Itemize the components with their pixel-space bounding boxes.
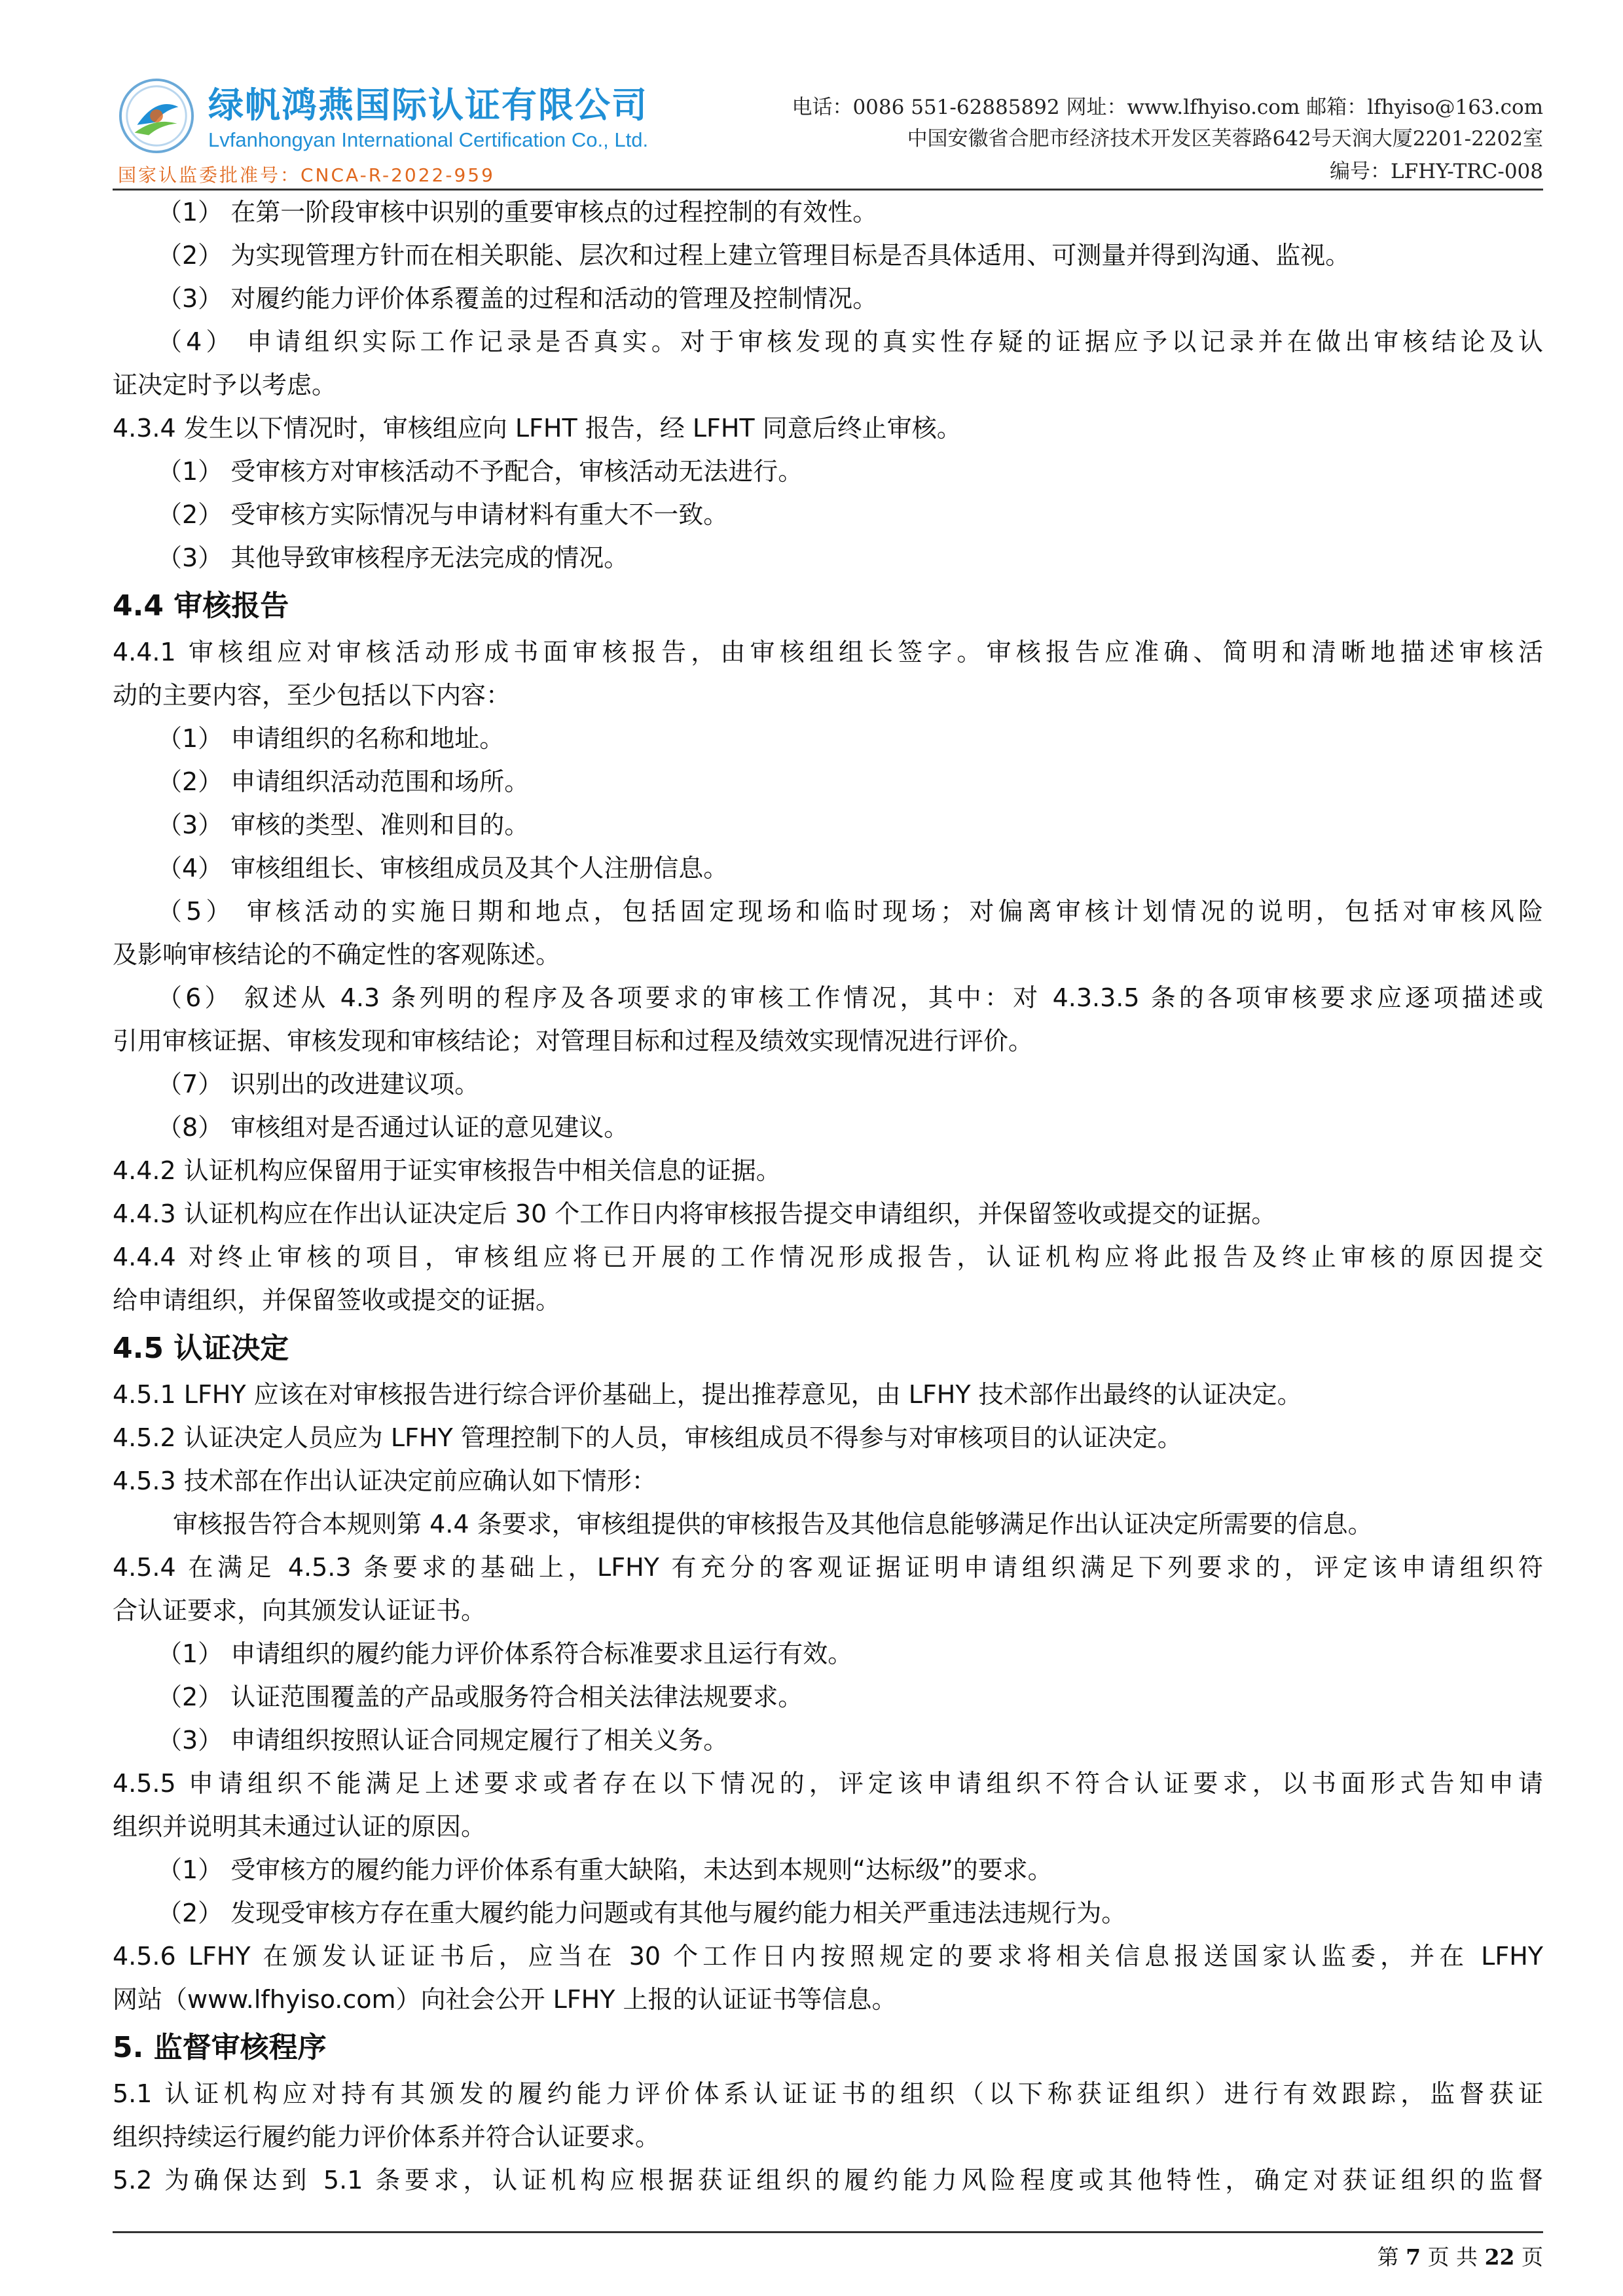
- section-heading-4-5: 4.5 认证决定: [113, 1332, 289, 1365]
- clause-5-2: 5.2 为确保达到 5.1 条要求，认证机构应根据获证组织的履约能力风险程度或其他特性，确定对获证组织的监督: [113, 2166, 1543, 2195]
- paragraph-line: 及影响审核结论的不确定性的客观陈述。: [113, 940, 561, 969]
- paragraph-line: 证决定时予以考虑。: [113, 371, 337, 399]
- company-address: 中国安徽省合肥市经济技术开发区芙蓉路642号天润大厦2201-2202室: [907, 127, 1543, 151]
- list-item: （1） 在第一阶段审核中识别的重要审核点的过程控制的有效性。: [157, 198, 878, 227]
- list-item: （4） 审核组组长、审核组成员及其个人注册信息。: [157, 854, 729, 883]
- document-number: 编号：LFHY-TRC-008: [1330, 160, 1543, 183]
- list-item: （3） 申请组织按照认证合同规定履行了相关义务。: [157, 1726, 729, 1755]
- clause-4-4-3: 4.4.3 认证机构应在作出认证决定后 30 个工作日内将审核报告提交申请组织，并保留签收或提交的证据。: [113, 1199, 1277, 1228]
- section-heading-5: 5. 监督审核程序: [113, 2031, 327, 2064]
- clause-5-1: 5.1 认证机构应对持有其颁发的履约能力评价体系认证证书的组织（以下称获证组织）进行有效跟踪，监督获证: [113, 2079, 1543, 2108]
- page-prefix: 第: [1377, 2244, 1399, 2270]
- list-item: （2） 申请组织活动范围和场所。: [157, 767, 530, 796]
- approval-number: 国家认监委批准号：CNCA-R-2022-959: [118, 164, 495, 186]
- list-item: （3） 审核的类型、准则和目的。: [157, 811, 530, 839]
- company-logo-emblem-icon: [118, 77, 195, 155]
- clause-4-4-4: 4.4.4 对终止审核的项目，审核组应将已开展的工作情况形成报告，认证机构应将此报告及终止审核的原因提交: [113, 1243, 1543, 1271]
- list-item: （7） 识别出的改进建议项。: [157, 1070, 480, 1099]
- section-heading-4-4: 4.4 审核报告: [113, 589, 289, 623]
- list-item: （1） 申请组织的名称和地址。: [157, 724, 505, 753]
- clause-4-4-1: 4.4.1 审核组应对审核活动形成书面审核报告，由审核组组长签字。审核报告应准确、简明和清晰地描述审核活: [113, 638, 1543, 666]
- list-item: （3） 对履约能力评价体系覆盖的过程和活动的管理及控制情况。: [157, 284, 878, 313]
- page-total: 22: [1484, 2244, 1515, 2270]
- clause-4-5-1: 4.5.1 LFHY 应该在对审核报告进行综合评价基础上，提出推荐意见，由 LFHY 技术部作出最终的认证决定。: [113, 1380, 1302, 1409]
- clause-4-3-4: 4.3.4 发生以下情况时，审核组应向 LFHT 报告，经 LFHT 同意后终止审核。: [113, 414, 962, 443]
- list-item: （3） 其他导致审核程序无法完成的情况。: [157, 543, 629, 572]
- list-item: （5） 审核活动的实施日期和地点，包括固定现场和临时现场；对偏离审核计划情况的说明，包括对审核风险: [157, 897, 1543, 926]
- header-divider: [113, 189, 1543, 191]
- clause-4-5-4: 4.5.4 在满足 4.5.3 条要求的基础上，LFHY 有充分的客观证据证明申请组织满足下列要求的，评定该申请组织符: [113, 1553, 1543, 1582]
- page-current: 7: [1406, 2244, 1421, 2270]
- page-mid: 页 共: [1427, 2244, 1478, 2270]
- clause-4-5-5: 4.5.5 申请组织不能满足上述要求或者存在以下情况的，评定该申请组织不符合认证要求，以书面形式告知申请: [113, 1769, 1543, 1798]
- clause-4-5-6: 4.5.6 LFHY 在颁发认证证书后，应当在 30 个工作日内按照规定的要求将相关信息报送国家认监委，并在 LFHY: [113, 1942, 1543, 1971]
- list-item: （2） 认证范围覆盖的产品或服务符合相关法律法规要求。: [157, 1683, 803, 1711]
- clause-4-5-2: 4.5.2 认证决定人员应为 LFHY 管理控制下的人员，审核组成员不得参与对审核项目的认证决定。: [113, 1423, 1182, 1452]
- paragraph-line: 组织持续运行履约能力评价体系并符合认证要求。: [113, 2123, 661, 2151]
- list-item: （4） 申请组织实际工作记录是否真实。对于审核发现的真实性存疑的证据应予以记录并在做出审核结论及认: [157, 327, 1543, 356]
- paragraph-line: 给申请组织，并保留签收或提交的证据。: [113, 1286, 561, 1315]
- list-item: （2） 发现受审核方存在重大履约能力问题或有其他与履约能力相关严重违法违规行为。: [157, 1899, 1127, 1927]
- list-item: （2） 为实现管理方针而在相关职能、层次和过程上建立管理目标是否具体适用、可测量并得到沟通、监视。: [157, 241, 1351, 270]
- list-item: （1） 受审核方的履约能力评价体系有重大缺陷，未达到本规则“达标级”的要求。: [157, 1855, 1053, 1884]
- paragraph-line: 合认证要求，向其颁发认证证书。: [113, 1596, 486, 1625]
- clause-4-4-2: 4.4.2 认证机构应保留用于证实审核报告中相关信息的证据。: [113, 1156, 781, 1185]
- list-item: （8） 审核组对是否通过认证的意见建议。: [157, 1113, 629, 1142]
- company-name-en: Lvfanhongyan International Certification Co., Ltd.: [208, 128, 649, 151]
- clause-4-5-3: 4.5.3 技术部在作出认证决定前应确认如下情形：: [113, 1467, 657, 1495]
- list-item: （2） 受审核方实际情况与申请材料有重大不一致。: [157, 500, 729, 529]
- paragraph-line: 组织并说明其未通过认证的原因。: [113, 1812, 486, 1841]
- page-suffix: 页: [1522, 2244, 1543, 2270]
- list-item: （1） 受审核方对审核活动不予配合，审核活动无法进行。: [157, 457, 803, 486]
- paragraph-line: 网站（www.lfhyiso.com）向社会公开 LFHY 上报的认证证书等信息。: [113, 1985, 897, 2014]
- contact-info: 电话：0086 551-62885892 网址：www.lfhyiso.com 邮箱：lfhyiso@163.com: [792, 96, 1543, 119]
- page-header: [0, 0, 1623, 196]
- footer-divider: [113, 2231, 1543, 2233]
- list-item: （1） 申请组织的履约能力评价体系符合标准要求且运行有效。: [157, 1639, 853, 1668]
- company-name-cn: 绿帆鸿燕国际认证有限公司: [208, 84, 648, 126]
- paragraph-line: 引用审核证据、审核发现和审核结论；对管理目标和过程及绩效实现情况进行评价。: [113, 1027, 1034, 1055]
- list-item: （6） 叙述从 4.3 条列明的程序及各项要求的审核工作情况，其中：对 4.3.3.5 条的各项审核要求应逐项描述或: [157, 983, 1543, 1012]
- page-number: [1377, 2240, 1543, 2271]
- paragraph-line: 审核报告符合本规则第 4.4 条要求，审核组提供的审核报告及其他信息能够满足作出认证决定所需要的信息。: [173, 1510, 1373, 1539]
- paragraph-line: 动的主要内容，至少包括以下内容：: [113, 681, 511, 710]
